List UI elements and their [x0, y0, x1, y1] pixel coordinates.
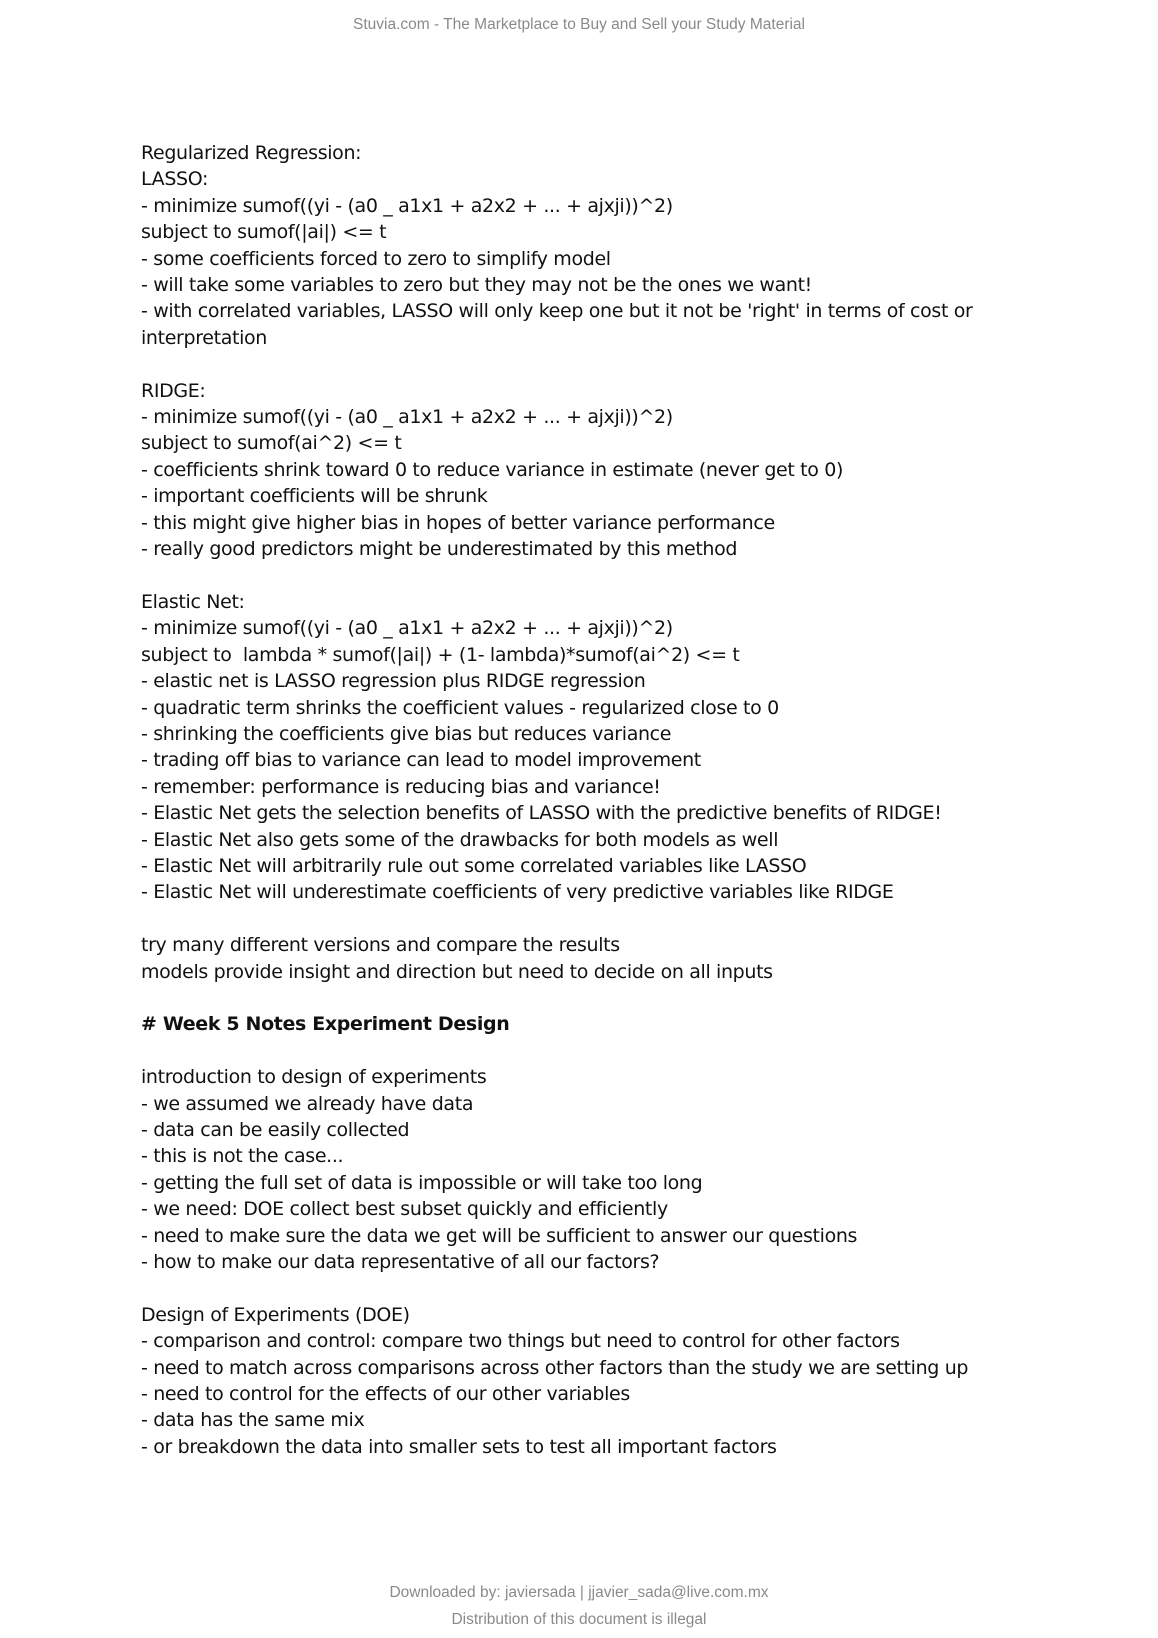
text-line: Design of Experiments (DOE)	[141, 1303, 410, 1326]
text-line: - or breakdown the data into smaller sets to test all important factors	[141, 1435, 777, 1458]
text-line: - getting the full set of data is impossible or will take too long	[141, 1171, 703, 1194]
text-line: - minimize sumof((yi - (a0 _ a1x1 + a2x2 + ... + ajxji))^2)	[141, 194, 673, 217]
text-line: - elastic net is LASSO regression plus RIDGE regression	[141, 670, 646, 693]
blank-line	[141, 985, 1101, 1011]
text-line: LASSO:	[141, 168, 209, 191]
text-line: - data has the same mix	[141, 1409, 365, 1432]
text-line: - shrinking the coefficients give bias but reduces variance	[141, 722, 672, 745]
text-line: - will take some variables to zero but they may not be the ones we want!	[141, 274, 812, 297]
text-line: - we need: DOE collect best subset quickly and efficiently	[141, 1198, 668, 1221]
text-line: try many different versions and compare the results	[141, 934, 620, 957]
text-line: - really good predictors might be underestimated by this method	[141, 538, 738, 561]
text-line: - minimize sumof((yi - (a0 _ a1x1 + a2x2 + ... + ajxji))^2)	[141, 406, 673, 429]
text-line: subject to sumof(ai^2) <= t	[141, 432, 402, 455]
downloaded-by-footer: Downloaded by: javiersada | jjavier_sada@live.com.mx	[389, 1584, 769, 1601]
text-line: - this might give higher bias in hopes of better variance performance	[141, 511, 775, 534]
text-line: - minimize sumof((yi - (a0 _ a1x1 + a2x2 + ... + ajxji))^2)	[141, 617, 673, 640]
text-line: - this is not the case...	[141, 1145, 344, 1168]
blank-line	[141, 351, 1101, 377]
text-line: subject to sumof(|ai|) <= t	[141, 221, 387, 244]
stuvia-watermark-header: Stuvia.com - The Marketplace to Buy and Sell your Study Material	[352, 16, 805, 33]
text-line: - quadratic term shrinks the coefficient values - regularized close to 0	[141, 696, 779, 719]
text-line: - with correlated variables, LASSO will only keep one but it not be 'right' in terms of cost or	[141, 300, 973, 323]
text-line: - Elastic Net will arbitrarily rule out some correlated variables like LASSO	[141, 854, 807, 877]
text-line: - remember: performance is reducing bias and variance!	[141, 775, 661, 798]
text-line: Regularized Regression:	[141, 142, 362, 164]
text-line: - we assumed we already have data	[141, 1092, 474, 1115]
text-line: - data can be easily collected	[141, 1118, 410, 1141]
text-line: interpretation	[141, 326, 268, 349]
text-line: models provide insight and direction but need to decide on all inputs	[141, 960, 773, 983]
text-line: - need to make sure the data we get will be sufficient to answer our questions	[141, 1224, 858, 1247]
blank-line	[141, 562, 1101, 588]
text-line: - important coefficients will be shrunk	[141, 485, 488, 508]
blank-line	[141, 906, 1101, 932]
text-line: RIDGE:	[141, 379, 206, 402]
section-heading: # Week 5 Notes Experiment Design	[141, 1013, 510, 1036]
text-line: - comparison and control: compare two things but need to control for other factors	[141, 1330, 900, 1353]
text-line: - how to make our data representative of all our factors?	[141, 1250, 660, 1273]
text-line: - some coefficients forced to zero to simplify model	[141, 247, 611, 270]
text-line: - need to match across comparisons across other factors than the study we are setting up	[141, 1356, 969, 1379]
text-line: - Elastic Net will underestimate coefficients of very predictive variables like RIDGE	[141, 881, 894, 904]
text-line: - coefficients shrink toward 0 to reduce variance in estimate (never get to 0)	[141, 458, 844, 481]
text-line: subject to lambda * sumof(|ai|) + (1- lambda)*sumof(ai^2) <= t	[141, 643, 740, 666]
text-line: - Elastic Net gets the selection benefits of LASSO with the predictive benefits of RIDGE!	[141, 802, 942, 825]
blank-line	[141, 1275, 1101, 1301]
text-line: introduction to design of experiments	[141, 1066, 487, 1089]
document-body	[141, 140, 1101, 1460]
distribution-notice-footer: Distribution of this document is illegal	[451, 1611, 707, 1628]
text-line: - Elastic Net also gets some of the drawbacks for both models as well	[141, 828, 779, 851]
text-line: - need to control for the effects of our other variables	[141, 1383, 630, 1405]
text-line: - trading off bias to variance can lead to model improvement	[141, 749, 701, 772]
blank-line	[141, 1038, 1101, 1064]
text-line: Elastic Net:	[141, 590, 245, 613]
